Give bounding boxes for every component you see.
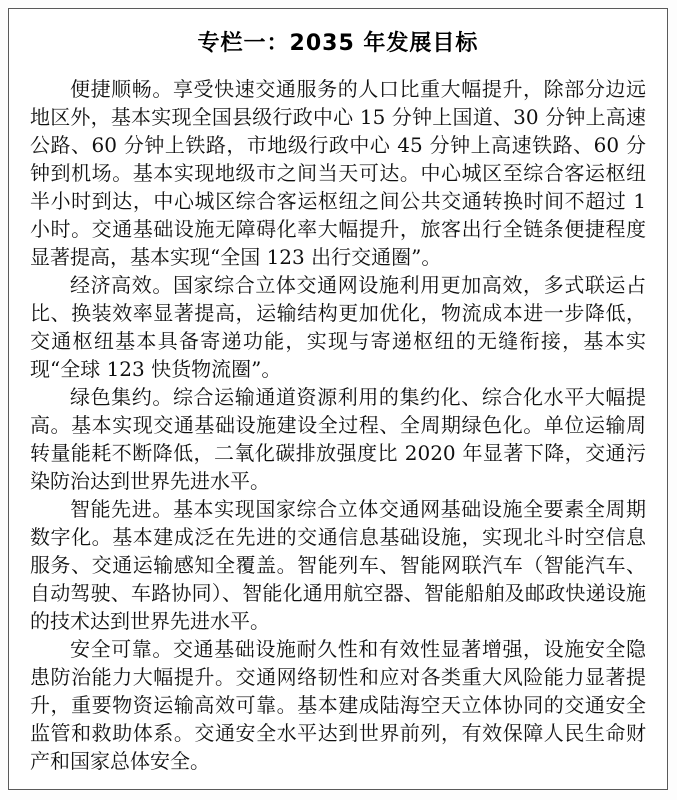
column-box-frame [8,8,668,790]
paragraph-safety: 安全可靠。交通基础设施耐久性和有效性显著增强，设施安全隐患防治能力大幅提升。交通网络韧性和应对各类重大风险能力显著提升，重要物资运输高效可靠。基本建成陆海空天立体协同的交通安全监管和救助体系。交通安全水平达到世界前列，有效保障人民生命财产和国家总体安全。 [30,637,646,773]
paragraph-efficiency: 经济高效。国家综合立体交通网设施利用更加高效，多式联运占比、换装效率显著提高，运输结构更加优化，物流成本进一步降低，交通枢纽基本具备寄递功能，实现与寄递枢纽的无缝衔接，基本实现“全球 123 快货物流圈”。 [30,273,646,381]
paragraph-smart: 智能先进。基本实现国家综合立体交通网基础设施全要素全周期数字化。基本建成泛在先进的交通信息基础设施，实现北斗时空信息服务、交通运输感知全覆盖。智能列车、智能网联汽车（智能汽车、自动驾驶、车路协同）、智能化通用航空器、智能船舶及邮政快递设施的技术达到世界先进水平。 [30,497,646,633]
paragraph-convenience: 便捷顺畅。享受快速交通服务的人口比重大幅提升，除部分边远地区外，基本实现全国县级行政中心 15 分钟上国道、30 分钟上高速公路、60 分钟上铁路，市地级行政中心 45 分钟上高速铁路、60 分钟到机场。基本实现地级市之间当天可达。中心城区至综合客运枢纽半小时到达，中心城区综合客运枢纽之间公共交通转换时间不超过 1 小时。交通基础设施无障碍化率大幅提升，旅客出行全链条便捷程度显著提高，基本实现“全国 123 出行交通圈”。 [30,77,646,269]
column-title: 专栏一：2035 年发展目标 [197,31,479,56]
paragraph-green: 绿色集约。综合运输通道资源利用的集约化、综合化水平大幅提高。基本实现交通基础设施建设全过程、全周期绿色化。单位运输周转量能耗不断降低，二氧化碳排放强度比 2020 年显著下降，交通污染防治达到世界先进水平。 [30,385,646,493]
